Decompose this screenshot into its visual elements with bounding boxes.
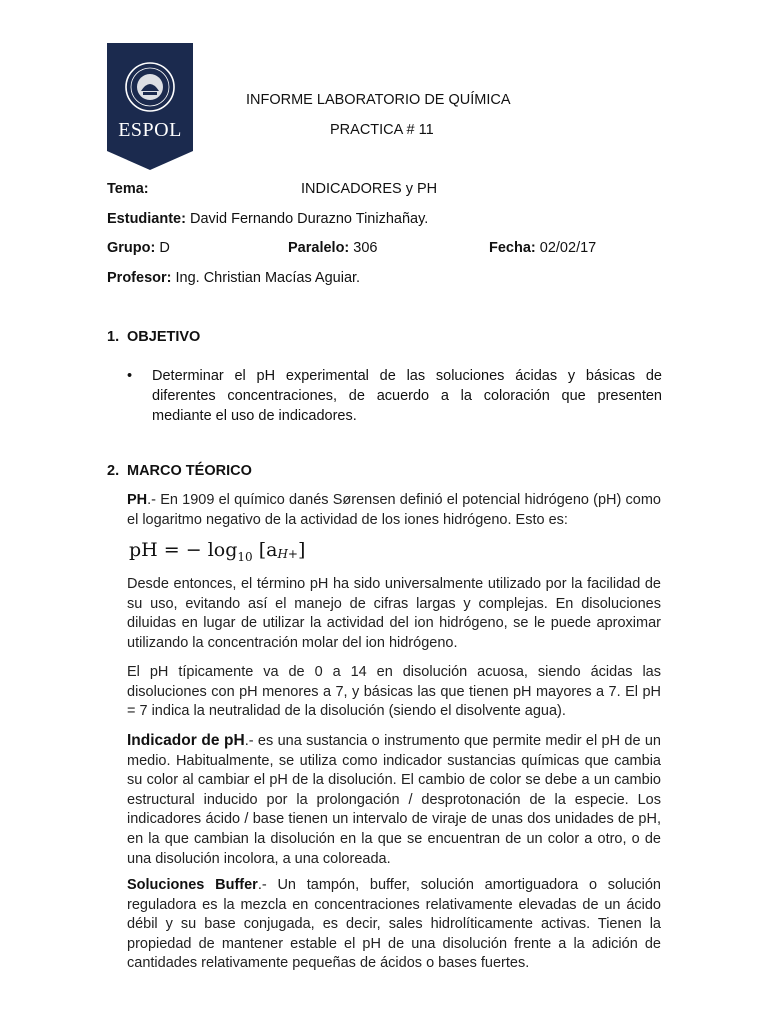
- estudiante-label: Estudiante:: [107, 211, 186, 227]
- profesor-line: [107, 270, 360, 286]
- fecha-value: 02/02/17: [535, 240, 597, 256]
- section-marco-title: 2. MARCO TÉORICO: [107, 463, 252, 479]
- indicador-term: Indicador de pH: [127, 732, 245, 749]
- espol-logo: [107, 43, 193, 170]
- paragraph-ph: PH.- En 1909 el químico danés Sørensen definió el potencial hidrógeno (pH) como el logaritmo negativo de la actividad de los iones hidrógeno. Esto es:: [127, 492, 661, 528]
- estudiante-value: David Fernando Durazno Tinizhañay.: [185, 211, 429, 227]
- fecha-line: [489, 240, 596, 256]
- profesor-label: Profesor:: [107, 270, 172, 286]
- section-objetivo-title: 1. OBJETIVO: [107, 329, 201, 345]
- ph-formula: pH = − $\log_{10} [aH+]$: [129, 539, 306, 564]
- paralelo-label: Paralelo:: [288, 240, 350, 256]
- practice-number: PRACTICA # 11: [330, 122, 434, 138]
- paragraph-indicador: Indicador de pH.- es una sustancia o instrumento que permite medir el pH de un medio. Habitualmente, se utiliza como indicador sustancias químicas que cambia su color al cambiar el pH de la disolución. El cambio de color se debe a un cambio estructural inducido por la prolongación / desprotonación de la especie. Los indicadores ácido / base tienen un intervalo de viraje de unas dos unidades de pH, en la que cambian la disolución en la que se encuentran de un color a otro, o de una disolución incolora, a una coloreada.: [127, 732, 661, 867]
- grupo-label: Grupo:: [107, 240, 156, 256]
- profesor-value: Ing. Christian Macías Aguiar.: [171, 270, 361, 286]
- paragraph-range: El pH típicamente va de 0 a 14 en disolución acuosa, siendo ácidas las disoluciones con pH menores a 7, y básicas las que tienen pH mayores a 7. El pH = 7 indica la neutralidad de la disolución (siendo el disolvente agua).: [127, 664, 661, 720]
- grupo-value: D: [155, 240, 170, 256]
- ph-term: PH: [127, 492, 148, 508]
- tema-value: INDICADORES y PH: [301, 181, 438, 197]
- paragraph-buffer: Soluciones Buffer.- Un tampón, buffer, solución amortiguadora o solución reguladora es la mezcla en concentraciones relativamente elevadas de un ácido débil y su base conjugada, es decir, sales hidrolíticamente activas. Tienen la propiedad de mantener estable el pH de una disolución frente a la adición de cantidades relativamente pequeñas de ácidos o bases fuertes.: [127, 877, 661, 972]
- report-title: INFORME LABORATORIO DE QUÍMICA: [246, 92, 511, 108]
- bullet-icon: •: [127, 368, 133, 384]
- objetivo-bullet: [127, 366, 662, 426]
- paralelo-value: 306: [349, 240, 378, 256]
- tema-label: Tema:: [107, 181, 149, 197]
- objetivo-text: Determinar el pH experimental de las soluciones ácidas y básicas de diferentes concentraciones, de acuerdo a la coloración que presenten mediante el uso de indicadores.: [152, 368, 662, 424]
- fecha-label: Fecha:: [489, 240, 536, 256]
- buffer-term: Soluciones Buffer: [127, 877, 258, 893]
- paragraph-history: Desde entonces, el término pH ha sido universalmente utilizado por la facilidad de su uso, evitando así el manejo de cifras largas y complejas. En disoluciones diluidas en lugar de utilizar la actividad del ion hidrógeno, se le puede aproximar utilizando la concentración molar del ion hidrógeno.: [127, 576, 661, 651]
- paralelo-line: [288, 240, 377, 256]
- grupo-line: [107, 240, 170, 256]
- estudiante-line: [107, 211, 428, 227]
- espol-banner-shape: [107, 43, 193, 170]
- logo-text: ESPOL: [118, 119, 182, 141]
